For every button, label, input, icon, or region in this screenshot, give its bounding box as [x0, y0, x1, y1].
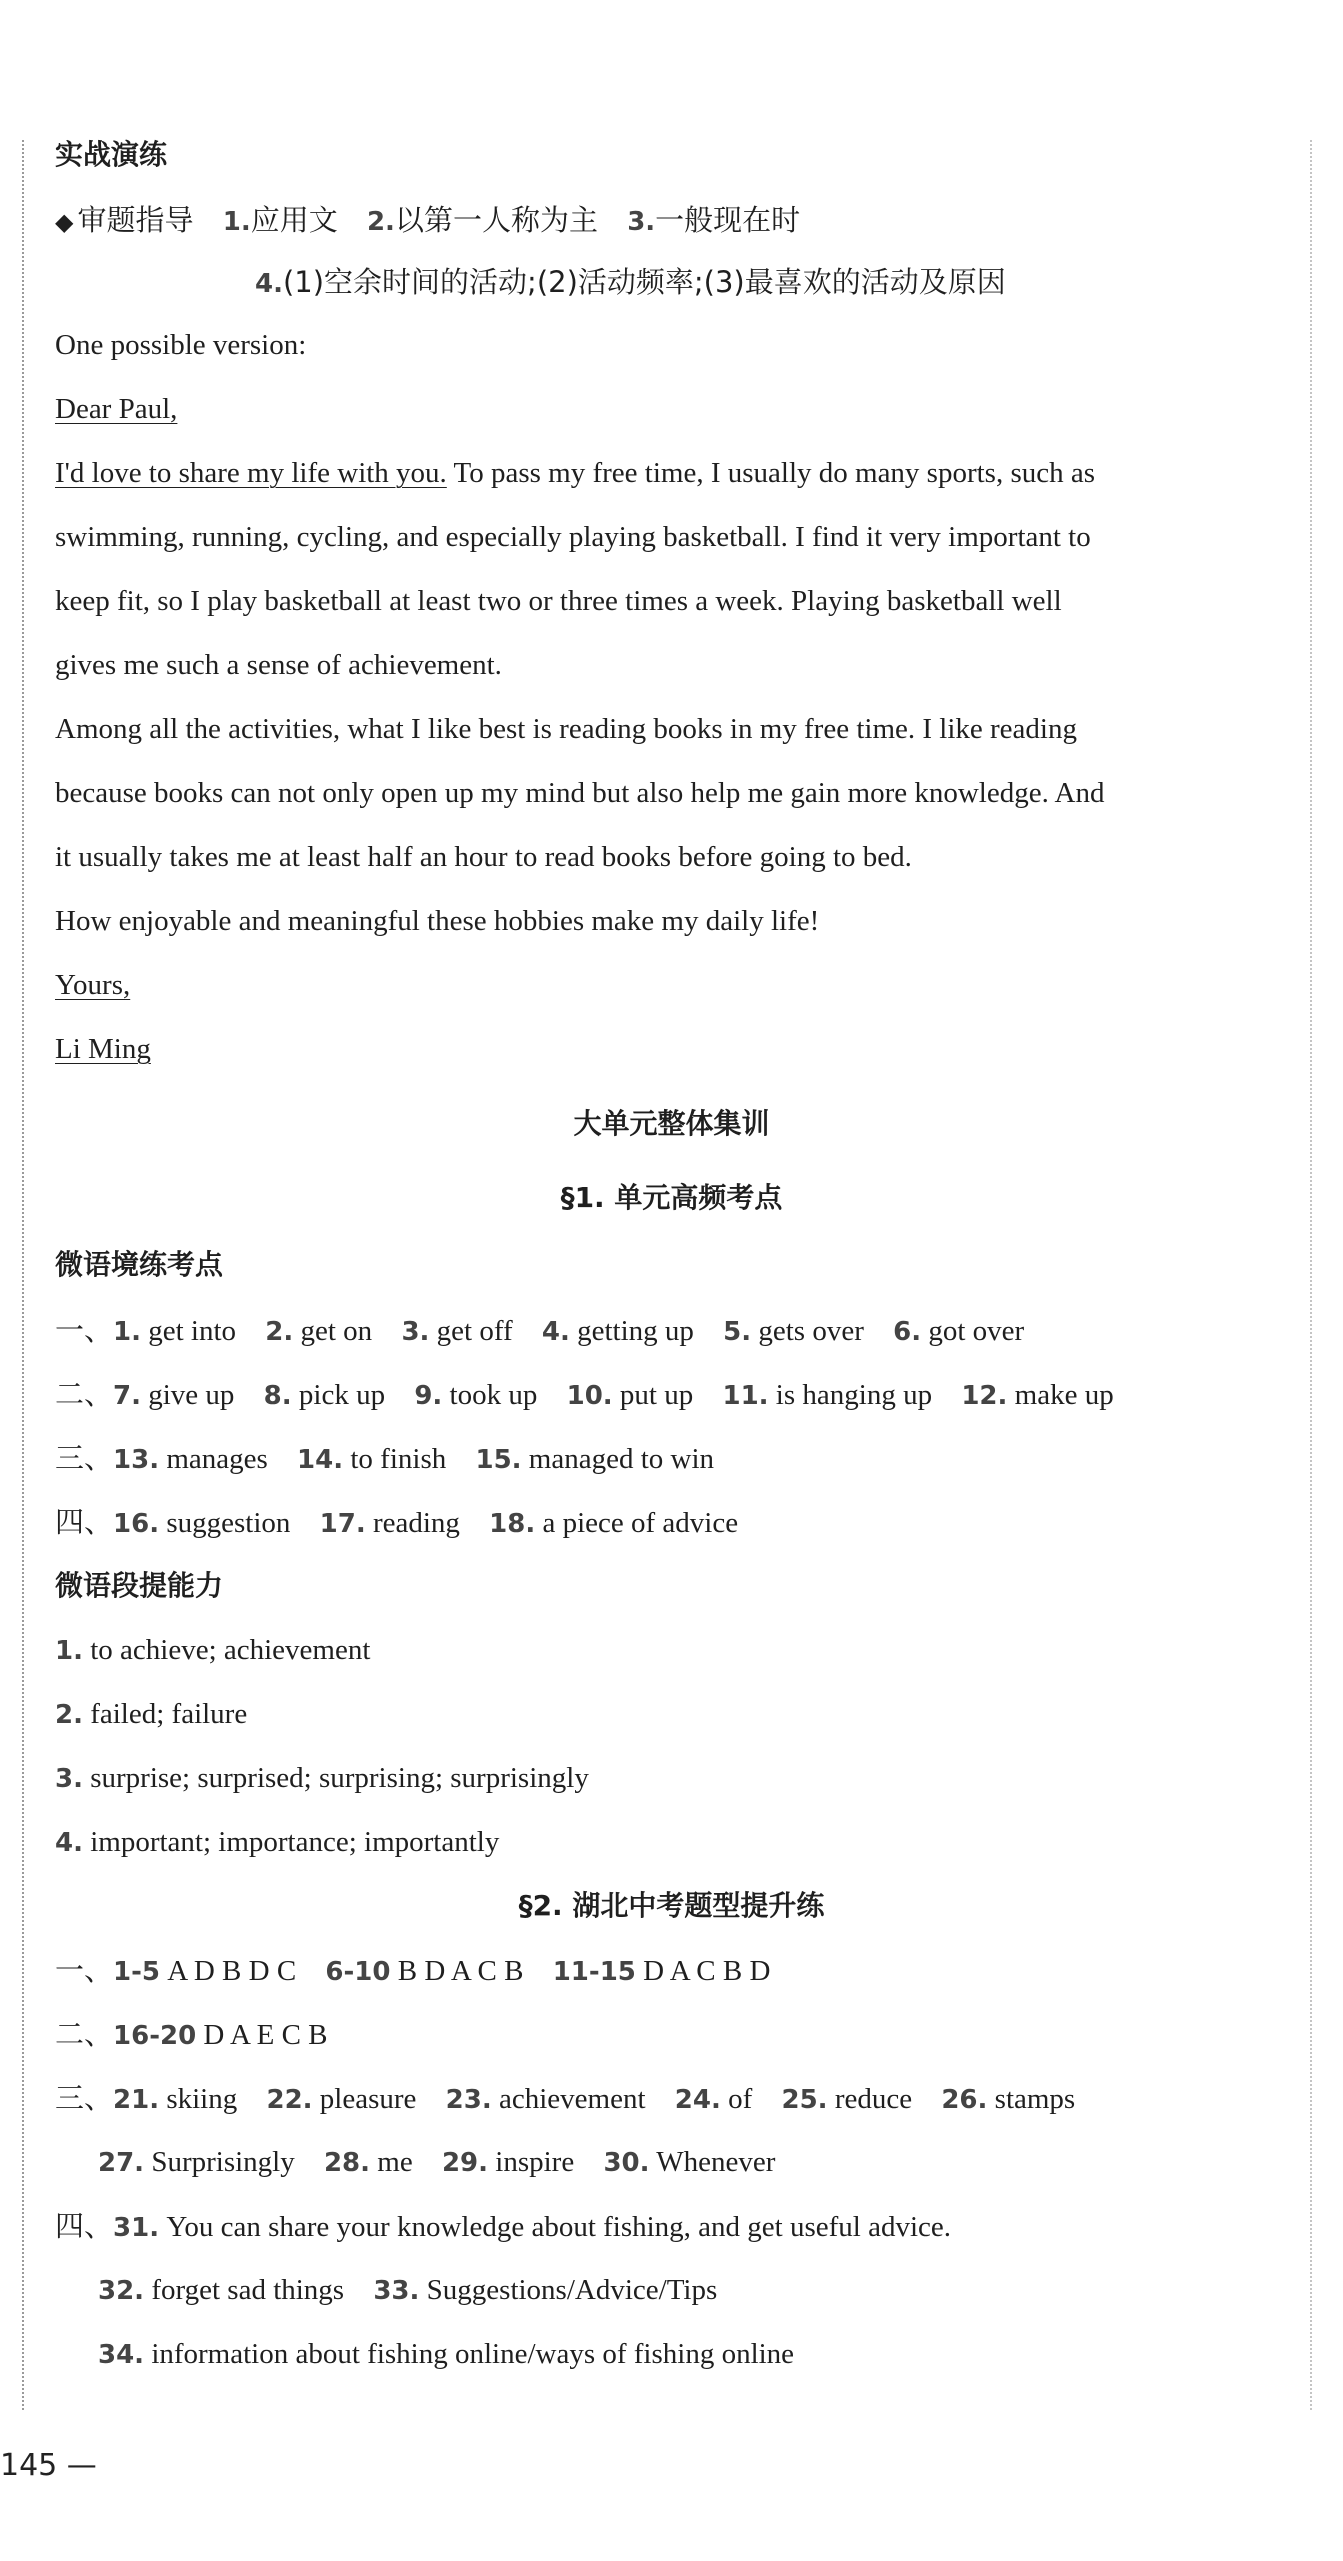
fill-row-2: 27. Surprisingly 28. me 29. inspire 30. Whenever — [98, 2146, 776, 2178]
unit-heading: 大单元整体集训 — [573, 1107, 770, 1140]
word-form-1: 1. to achieve; achievement — [55, 1634, 371, 1666]
answer-row-1: 一、1. get into 2. get on 3. get off 4. getting up 5. gets over 6. got over — [55, 1313, 1025, 1347]
essay-p3: How enjoyable and meaningful these hobbies make my daily life! — [55, 905, 820, 937]
essay-p1-l4: gives me such a sense of achievement. — [55, 649, 502, 681]
section-1-heading: §1. 单元高频考点 — [560, 1181, 783, 1214]
guide-line: ◆ 审题指导 1.应用文 2.以第一人称为主 3.一般现在时 — [55, 203, 801, 237]
essay-signature: Li Ming — [55, 1033, 151, 1065]
questions-32-33: 32. forget sad things 33. Suggestions/Advice/Tips — [98, 2274, 718, 2306]
fill-row-1: 三、21. skiing 22. pleasure 23. achievement 24. of 25. reduce 26. stamps — [55, 2081, 1076, 2115]
guide-line-4: 4.(1)空余时间的活动;(2)活动频率;(3)最喜欢的活动及原因 — [255, 265, 1006, 299]
essay-p1-l1: I'd love to share my life with you. To pass my free time, I usually do many sports, such as — [55, 457, 1096, 489]
essay-p1-l3: keep fit, so I play basketball at least two or three times a week. Playing basketball well — [55, 585, 1062, 617]
essay-p2-l1: Among all the activities, what I like best is reading books in my free time. I like reading — [55, 713, 1077, 745]
word-form-3: 3. surprise; surprised; surprising; surprisingly — [55, 1762, 589, 1794]
subheading-paragraph: 微语段提能力 — [55, 1569, 224, 1602]
left-margin-rule — [22, 140, 24, 2410]
essay-intro: One possible version: — [55, 329, 307, 361]
essay-closing: Yours, — [55, 969, 131, 1001]
guide-label: 审题指导 — [77, 203, 194, 237]
essay-p2-l3: it usually takes me at least half an hour to read books before going to bed. — [55, 841, 912, 873]
essay-p1-l2: swimming, running, cycling, and especially playing basketball. I find it very important to — [55, 521, 1091, 553]
question-31: 四、31. You can share your knowledge about fishing, and get useful advice. — [55, 2209, 952, 2243]
essay-p2-l2: because books can not only open up my mind but also help me gain more knowledge. And — [55, 777, 1105, 809]
answer-row-2: 二、7. give up 8. pick up 9. took up 10. put up 11. is hanging up 12. make up — [55, 1377, 1114, 1411]
section-2-heading: §2. 湖北中考题型提升练 — [518, 1889, 825, 1922]
word-form-2: 2. failed; failure — [55, 1698, 248, 1730]
diamond-bullet-icon: ◆ — [55, 210, 74, 236]
right-margin-rule — [1310, 140, 1312, 2410]
mc-row-1: 一、1-5 A D B D C 6-10 B D A C B 11-15 D A C B D — [55, 1953, 771, 1987]
word-form-4: 4. important; importance; importantly — [55, 1826, 500, 1858]
answer-row-3: 三、13. manages 14. to finish 15. managed to win — [55, 1441, 715, 1475]
question-34: 34. information about fishing online/ways of fishing online — [98, 2338, 795, 2370]
practice-title: 实战演练 — [55, 138, 168, 171]
mc-row-2: 二、16-20 D A E C B — [55, 2017, 328, 2051]
essay-greeting: Dear Paul, — [55, 393, 178, 425]
subheading-context: 微语境练考点 — [55, 1248, 224, 1281]
page-number: 145 — — [0, 2448, 97, 2483]
answer-row-4: 四、16. suggestion 17. reading 18. a piece of advice — [55, 1505, 739, 1539]
